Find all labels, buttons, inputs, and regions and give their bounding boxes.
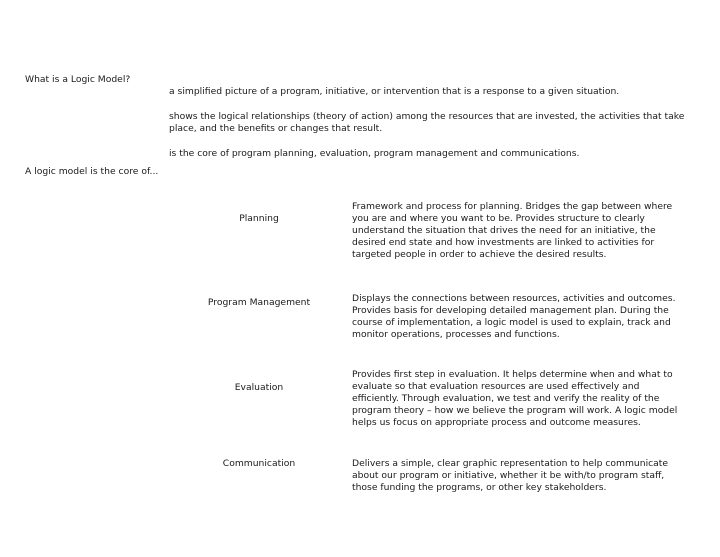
- term-evaluation: Evaluation: [234, 382, 284, 393]
- description-evaluation: Provides first step in evaluation. It helps determine when and what to evaluate so that evaluation resources are used effectively and efficiently. Through evaluation, we test and verify the reality of the program theory – how we believe the program will work. A logic model helps us focus on appropriate process and outcome measures.: [352, 369, 678, 428]
- term-planning: Planning: [239, 213, 279, 224]
- description-program-management: Displays the connections between resources, activities and outcomes. Provides basis for developing detailed management plan. During the course of implementation, a logic model is used to explain, track and monitor operations, processes and functions.: [352, 293, 676, 340]
- term-communication: Communication: [222, 458, 296, 469]
- description-planning: Framework and process for planning. Bridges the gap between where you are and where you want to be. Provides structure to clearly understand the situation that drives the need for an initiative, the desired end state and how investments are linked to activities for targeted people in order to achieve the desired results.: [352, 201, 673, 260]
- core-intro: A logic model is the core of...: [25, 166, 159, 177]
- term-program-management: Program Management: [207, 297, 311, 308]
- definition-2: shows the logical relationships (theory of action) among the resources that are invested, the activities that take place, and the benefits or changes that result.: [169, 111, 685, 134]
- page-heading: What is a Logic Model?: [25, 74, 131, 85]
- definition-1: a simplified picture of a program, initiative, or intervention that is a response to a given situation.: [169, 86, 620, 97]
- description-communication: Delivers a simple, clear graphic representation to help communicate about our program or initiative, whether it be with/to program staff, those funding the programs, or other key stakeholders.: [352, 458, 669, 493]
- definition-3: is the core of program planning, evaluation, program management and communications.: [169, 148, 580, 159]
